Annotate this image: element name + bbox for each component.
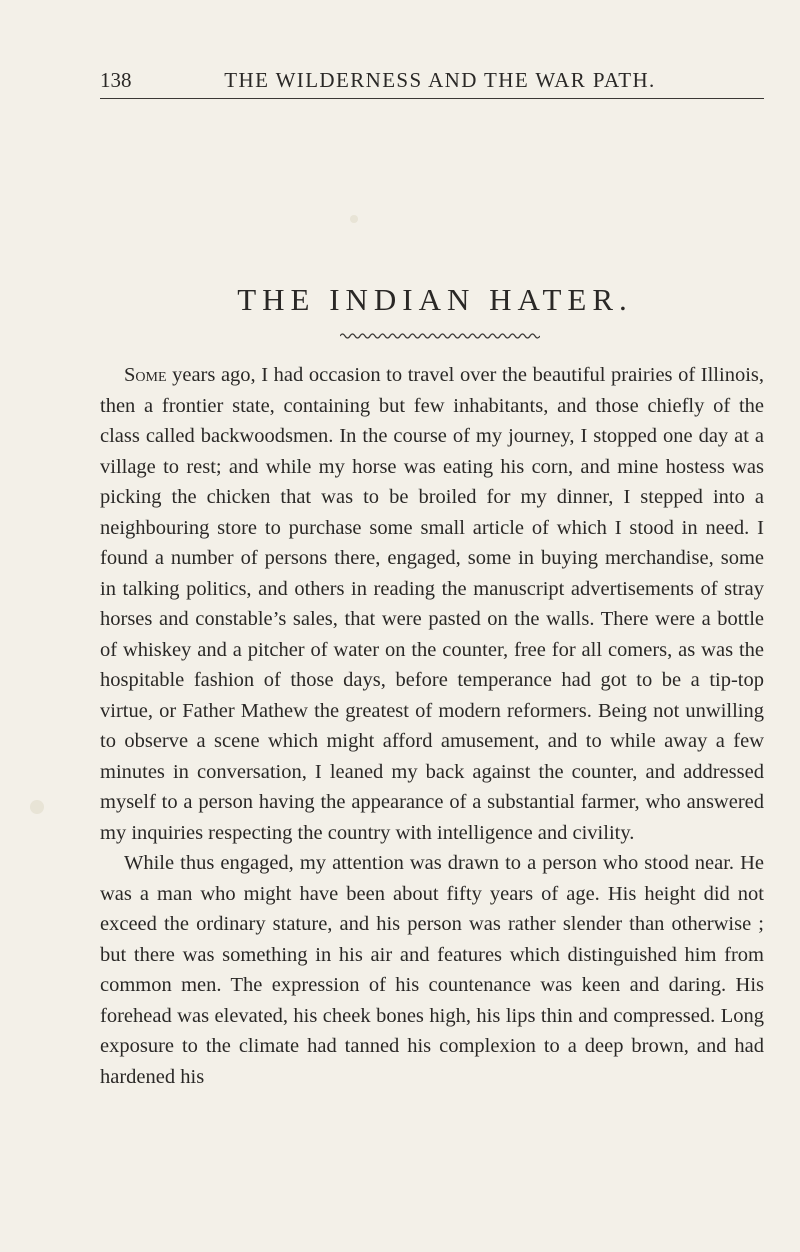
running-title: THE WILDERNESS AND THE WAR PATH. <box>224 68 656 92</box>
wavy-ornament <box>340 330 540 342</box>
page-number: 138 <box>100 68 132 92</box>
chapter-title: THE INDIAN HATER. <box>237 282 633 317</box>
paper-stain <box>350 215 358 223</box>
running-head <box>100 64 780 100</box>
paragraph-1-text: years ago, I had occasion to travel over the beautiful prairies of Illinois, then a frontier state, containing but few inhabitants, and those chiefly of the class called backwoodsmen. In the course of my journey, I stopped one day at a village to rest; and while my horse was eating his corn, and mine hostess was picking the chicken that was to be broiled for my dinner, I stepped into a neighbouring store to purchase some small article of which I stood in need. I found a number of persons there, engaged, some in buying merchandise, some in talking politics, and others in reading the manuscript advertisements of stray horses and constable’s sales, that were pasted on the walls. There were a bottle of whiskey and a pitcher of water on the counter, free for all comers, as was the hospitable fashion of those days, before temperance had got to be a tip-top virtue, or Father Mathew the greatest of modern reformers. Being not unwilling to observe a scene which might afford amusement, and to while away a few minutes in conversation, I leaned my back against the counter, and addressed myself to a person having the appearance of a substantial farmer, who answered my inquiries respecting the country with intelligence and civility. <box>100 364 764 844</box>
lead-word: Some <box>124 364 167 386</box>
paper-stain <box>30 800 44 814</box>
paragraph-2: While thus engaged, my attention was drawn to a person who stood near. He was a man who might have been about fifty years of age. His height did not exceed the ordinary stature, and his person was rather slender than otherwise ; but there was something in his air and features which distinguished him from common men. The expression of his countenance was keen and daring. His forehead was elevated, his cheek bones high, his lips thin and compressed. Long exposure to the climate had tanned his complexion to a deep brown, and had hardened his <box>100 852 764 1088</box>
header-rule <box>100 98 764 99</box>
paragraph-1 <box>100 360 764 848</box>
body-text <box>100 360 764 1092</box>
